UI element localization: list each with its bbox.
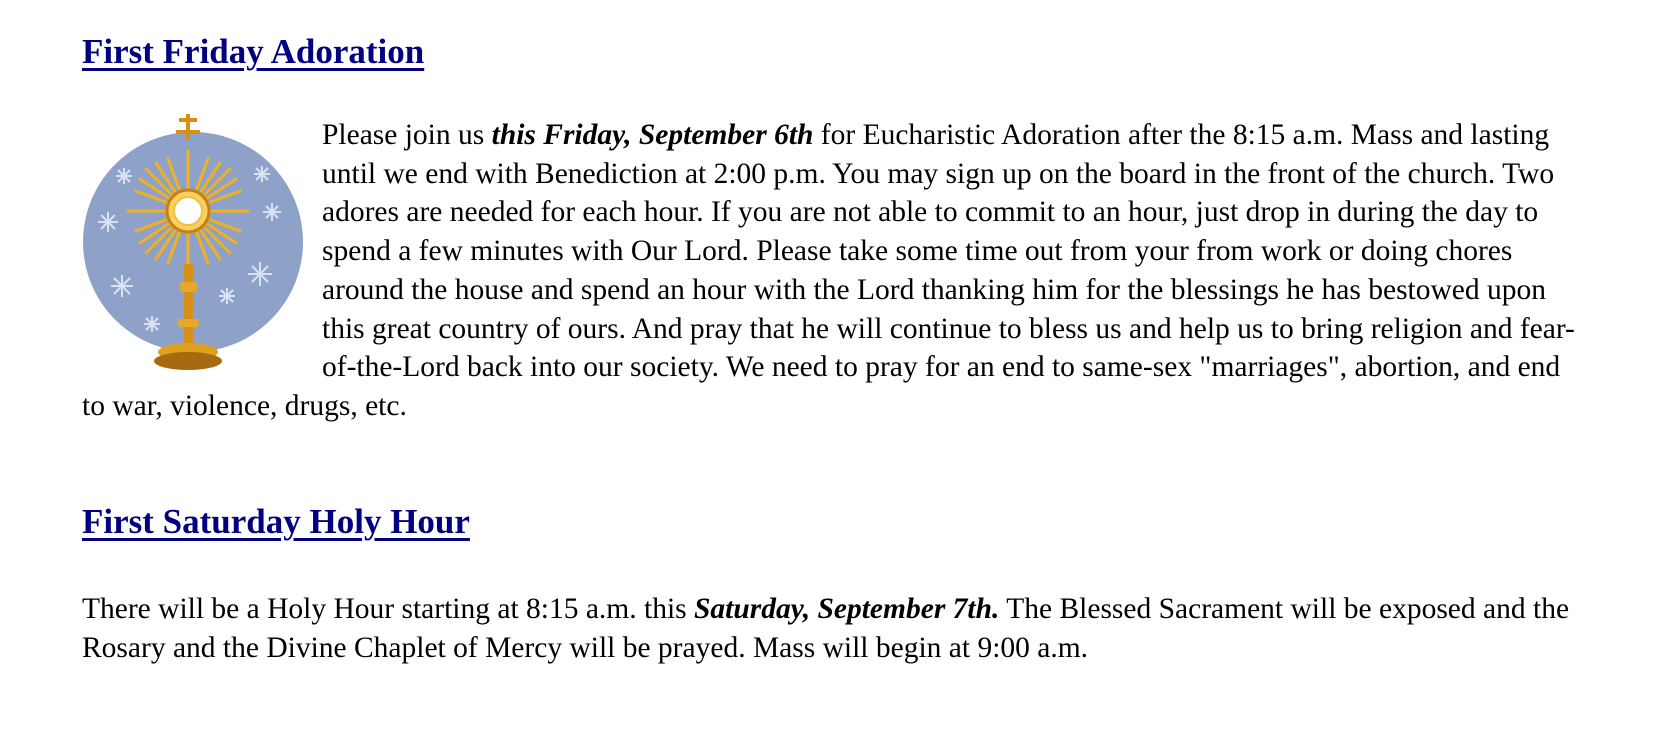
paragraph-emphasis-date: this Friday, September 6th — [491, 119, 814, 151]
paragraph-emphasis-date: Saturday, September 7th. — [694, 593, 1000, 625]
section-heading-first-saturday: First Saturday Holy Hour — [82, 502, 470, 541]
paragraph-text: Please join us — [322, 119, 492, 151]
paragraph-text: The Blessed Sacrament will be exposed and the Rosary and the Divine Chaplet of Mercy will be prayed. Mass will begin at 9:00 a.m. — [82, 593, 1570, 664]
paragraph-text: for Eucharistic Adoration after the 8:15 a.m. Mass and lasting until we end with Benediction at 2:00 p.m. You may sign up on the board in the front of the church. Two adores are needed for each hour. If you are not able to commit to an hour, just drop in during the day to spend a few minutes with Our Lord. Please take some time out from your from work or doing chores around the house and spend an hour with the Lord thanking him for the blessings he has bestowed upon this great country of ours. And pray that he will continue to bless us and help us to bring religion and fear-of-the-Lord back into our society. We need to pray for an end to same-sex "marriages", abortion, and end to war, violence, drugs, etc. — [82, 119, 1575, 422]
section-first-saturday — [82, 500, 1582, 667]
monstrance-icon — [82, 114, 322, 384]
paragraph-text: There will be a Holy Hour starting at 8:15 a.m. this — [82, 593, 694, 625]
section-heading-first-friday: First Friday Adoration — [82, 32, 425, 71]
section-paragraph-first-saturday — [82, 590, 1582, 667]
bulletin-page — [82, 30, 1582, 664]
section-first-friday — [82, 30, 1582, 426]
